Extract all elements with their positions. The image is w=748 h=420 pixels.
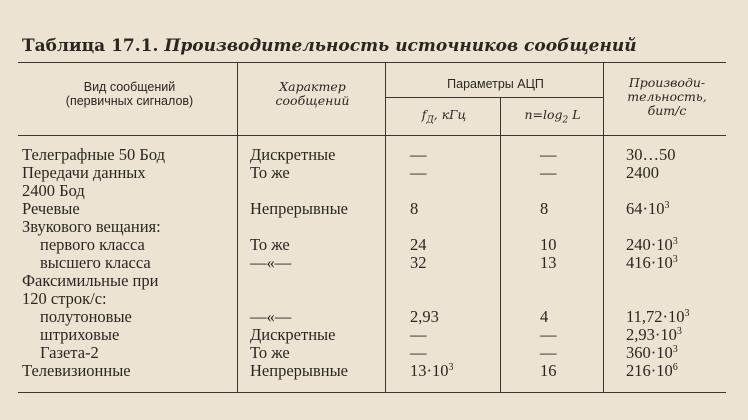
row-type: Непрерывные [250, 199, 349, 218]
row-fd: 24 [410, 235, 427, 254]
row-name: первого класса [40, 235, 145, 254]
row-name: полутоновые [40, 307, 132, 326]
row-name: Речевые [22, 199, 80, 218]
fd-exponent: 3 [448, 362, 454, 373]
header-adc-params: Параметры АЦП [447, 77, 544, 91]
n-formula: n=log [524, 107, 563, 122]
perf-base: 216·10 [626, 361, 673, 380]
header-performance-line1: Производи- [628, 75, 706, 90]
row-fd: — [410, 163, 427, 182]
row-type: Дискретные [250, 325, 336, 344]
header-performance-line3: бит/с [647, 103, 687, 118]
header-performance [606, 76, 728, 118]
n-log-base: 2 [562, 115, 569, 126]
perf-exponent: 3 [664, 200, 670, 211]
row-name: Факсимильные при [22, 271, 159, 290]
perf-exponent: 3 [672, 254, 678, 265]
row-n: — [540, 145, 557, 164]
row-perf: 30…50 [626, 145, 676, 164]
header-bottom-rule [18, 135, 726, 136]
header-message-kind-line2: (первичных сигналов) [65, 94, 194, 108]
header-message-character [240, 80, 385, 108]
perf-base: 11,72·10 [626, 307, 685, 326]
row-name: Газета-2 [40, 343, 99, 362]
caption-label: Таблица 17.1. [22, 36, 159, 56]
row-perf [626, 326, 682, 344]
row-perf [626, 200, 670, 218]
row-type: Дискретные [250, 145, 336, 164]
perf-exponent: 6 [672, 362, 678, 373]
row-name: Передачи данных [22, 163, 146, 182]
row-fd: 8 [410, 199, 419, 218]
table-caption [22, 36, 637, 56]
header-bit-depth [502, 107, 603, 126]
perf-base: 416·10 [626, 253, 673, 272]
perf-base: 360·10 [626, 343, 673, 362]
row-type: —«— [250, 253, 292, 272]
row-perf [626, 308, 690, 326]
row-perf [626, 344, 678, 362]
header-message-kind [22, 80, 237, 108]
perf-exponent: 3 [676, 326, 682, 337]
fd-unit: , кГц [433, 107, 467, 122]
perf-exponent: 3 [672, 344, 678, 355]
row-fd: — [410, 325, 427, 344]
row-name: 2400 Бод [22, 181, 85, 200]
row-name: Телеграфные 50 Бод [22, 145, 165, 164]
col-separator-2 [385, 62, 386, 392]
header-sampling-frequency [388, 107, 500, 126]
header-message-character-line2: сообщений [275, 93, 350, 108]
col-separator-3 [500, 97, 501, 392]
row-fd: 2,93 [410, 307, 439, 326]
perf-exponent: 3 [672, 236, 678, 247]
caption-title: Производительность источников сообщений [164, 36, 637, 56]
header-performance-line2: тельность, [627, 89, 707, 104]
table-bottom-rule [18, 392, 726, 393]
row-n: — [540, 343, 557, 362]
row-name: 120 строк/с: [22, 289, 107, 308]
col-separator-4 [603, 62, 604, 392]
row-n: 13 [540, 253, 557, 272]
row-n: — [540, 325, 557, 344]
row-perf [626, 254, 678, 272]
row-fd: 32 [410, 253, 427, 272]
row-perf [626, 362, 678, 380]
row-type: То же [250, 235, 290, 254]
fd-symbol: f [421, 107, 427, 122]
row-n: 4 [540, 307, 549, 326]
row-n: 16 [540, 361, 557, 380]
row-name: Звукового вещания: [22, 217, 161, 236]
row-perf: 2400 [626, 163, 659, 182]
header-message-kind-line1: Вид сообщений [83, 80, 176, 94]
row-perf [626, 236, 678, 254]
row-fd [410, 362, 454, 380]
row-name: Телевизионные [22, 361, 131, 380]
row-n: 10 [540, 235, 557, 254]
perf-exponent: 3 [684, 308, 690, 319]
perf-base: 2,93·10 [626, 325, 677, 344]
table-top-rule [18, 62, 726, 63]
row-type: —«— [250, 307, 292, 326]
row-fd: — [410, 145, 427, 164]
row-n: 8 [540, 199, 549, 218]
row-name: штриховые [40, 325, 120, 344]
row-type: То же [250, 163, 290, 182]
row-name: высшего класса [40, 253, 151, 272]
col-separator-1 [237, 62, 238, 392]
row-n: — [540, 163, 557, 182]
header-message-character-line1: Характер [279, 79, 346, 94]
perf-base: 240·10 [626, 235, 673, 254]
row-fd: — [410, 343, 427, 362]
fd-subscript: Д [426, 115, 434, 126]
row-type: Непрерывные [250, 361, 349, 380]
fd-base: 13·10 [410, 361, 449, 380]
perf-base: 64·10 [626, 199, 665, 218]
adc-group-rule [385, 97, 603, 98]
row-type: То же [250, 343, 290, 362]
n-variable: L [572, 107, 581, 122]
